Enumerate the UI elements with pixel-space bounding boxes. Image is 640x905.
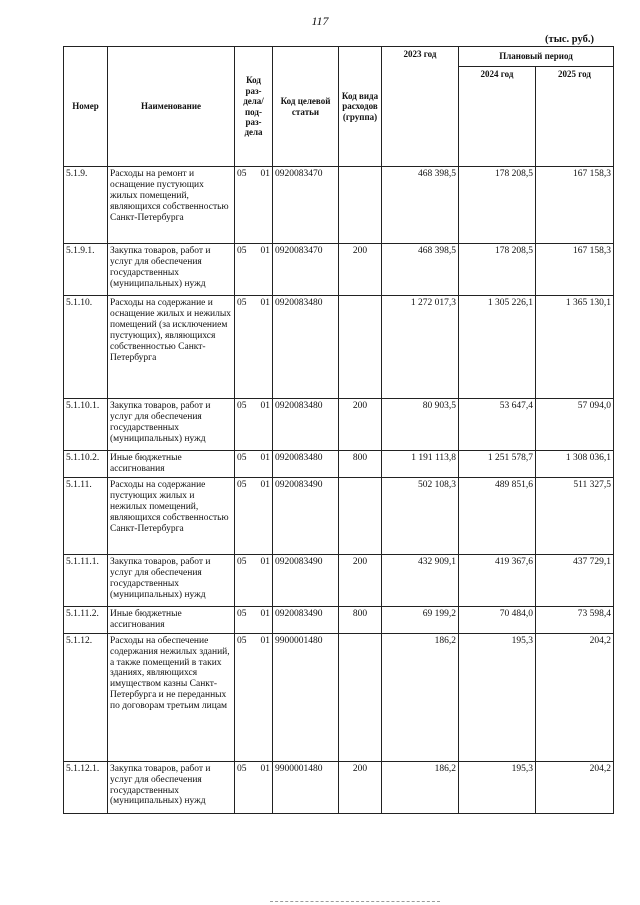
header-name: Наименование [108,47,235,167]
budget-table [63,46,614,814]
row-2023: 80 903,5 [382,399,459,451]
header-2023: 2023 год [382,47,459,167]
table-row [64,633,614,761]
units-label: (тыс. руб.) [545,34,594,45]
row-expense-type [339,633,382,761]
table-row [64,296,614,399]
table-row [64,399,614,451]
row-2025: 204,2 [536,761,614,813]
row-number: 5.1.9.1. [64,244,108,296]
row-name: Закупка товаров, работ и услуг для обеспечения государственных (муниципальных) нужд [108,244,235,296]
row-target: 0920083480 [273,296,339,399]
row-2023: 1 272 017,3 [382,296,459,399]
row-target: 0920083490 [273,606,339,633]
row-section-code: 05 [237,479,247,490]
row-number: 5.1.12. [64,633,108,761]
row-2025: 167 158,3 [536,244,614,296]
row-2023: 468 398,5 [382,167,459,244]
row-section-code: 05 [237,169,247,179]
row-section-code: 05 [237,556,247,567]
row-section-code: 05 [237,635,247,646]
page-number: 117 [311,14,329,28]
row-subsection-code: 01 [260,246,270,256]
row-expense-type: 200 [339,761,382,813]
row-section [235,477,273,554]
header-expense-type: Код вида расходов (группа) [339,47,382,167]
row-target: 9900001480 [273,761,339,813]
row-section [235,761,273,813]
row-number: 5.1.10.1. [64,399,108,451]
row-name: Закупка товаров, работ и услуг для обеспечения государственных (муниципальных) нужд [108,399,235,451]
row-expense-type [339,167,382,244]
table-row [64,244,614,296]
row-section [235,606,273,633]
row-target: 0920083470 [273,167,339,244]
row-expense-type: 200 [339,554,382,606]
row-section-code: 05 [237,608,247,619]
row-2024: 419 367,6 [459,554,536,606]
header-2025: 2025 год [536,67,614,167]
row-2023: 502 108,3 [382,477,459,554]
row-2023: 468 398,5 [382,244,459,296]
row-section-code: 05 [237,246,247,256]
row-section-code: 05 [237,298,247,308]
row-number: 5.1.9. [64,167,108,244]
row-name: Закупка товаров, работ и услуг для обеспечения государственных (муниципальных) нужд [108,761,235,813]
row-name: Иные бюджетные ассигнования [108,451,235,478]
row-2023: 69 199,2 [382,606,459,633]
row-subsection-code: 01 [260,479,270,490]
row-2024: 195,3 [459,761,536,813]
row-2024: 195,3 [459,633,536,761]
table-row [64,554,614,606]
page-bottom-mark [270,901,440,902]
row-2025: 437 729,1 [536,554,614,606]
row-2024: 178 208,5 [459,244,536,296]
row-name: Иные бюджетные ассигнования [108,606,235,633]
row-subsection-code: 01 [260,453,270,463]
row-target: 0920083480 [273,451,339,478]
row-name: Расходы на содержание пустующих жилых и нежилых помещений, являющихся собственностью Санкт-Петербурга [108,477,235,554]
table-row [64,606,614,633]
row-section [235,244,273,296]
row-2024: 70 484,0 [459,606,536,633]
row-subsection-code: 01 [260,608,270,619]
table-row [64,167,614,244]
row-2025: 204,2 [536,633,614,761]
row-section-code: 05 [237,763,247,774]
row-section [235,296,273,399]
row-number: 5.1.12.1. [64,761,108,813]
table-row [64,761,614,813]
row-name: Расходы на обеспечение содержания нежилых зданий, а также помещений в таких зданиях, являющихся имуществом казны Санкт-Петербурга и не переданных по договорам третьим лицам [108,633,235,761]
row-expense-type: 200 [339,399,382,451]
row-2024: 489 851,6 [459,477,536,554]
row-number: 5.1.11.1. [64,554,108,606]
row-subsection-code: 01 [260,298,270,308]
header-2024: 2024 год [459,67,536,167]
row-subsection-code: 01 [260,556,270,567]
row-number: 5.1.10.2. [64,451,108,478]
row-number: 5.1.11. [64,477,108,554]
row-section [235,167,273,244]
row-section-code: 05 [237,453,247,463]
row-2024: 178 208,5 [459,167,536,244]
row-2025: 1 308 036,1 [536,451,614,478]
row-subsection-code: 01 [260,169,270,179]
row-target: 0920083490 [273,477,339,554]
row-2025: 167 158,3 [536,167,614,244]
row-2025: 1 365 130,1 [536,296,614,399]
row-2023: 1 191 113,8 [382,451,459,478]
row-section [235,399,273,451]
row-expense-type [339,477,382,554]
row-expense-type: 200 [339,244,382,296]
header-planned-period: Плановый период [459,47,614,67]
row-name: Закупка товаров, работ и услуг для обеспечения государственных (муниципальных) нужд [108,554,235,606]
row-target: 0920083470 [273,244,339,296]
header-target: Код целевой статьи [273,47,339,167]
row-2025: 511 327,5 [536,477,614,554]
header-number: Номер [64,47,108,167]
row-section [235,451,273,478]
row-number: 5.1.11.2. [64,606,108,633]
header-section: Код раз-дела/ под-раз-дела [235,47,273,167]
row-target: 0920083480 [273,399,339,451]
row-number: 5.1.10. [64,296,108,399]
row-section-code: 05 [237,401,247,411]
row-expense-type [339,296,382,399]
row-section [235,633,273,761]
row-name: Расходы на содержание и оснащение жилых и нежилых помещений (за исключением пустующих), являющихся собственностью Санкт-Петербурга [108,296,235,399]
row-subsection-code: 01 [260,401,270,411]
row-subsection-code: 01 [260,635,270,646]
row-2023: 432 909,1 [382,554,459,606]
row-2024: 53 647,4 [459,399,536,451]
row-2024: 1 305 226,1 [459,296,536,399]
row-2025: 57 094,0 [536,399,614,451]
row-section [235,554,273,606]
row-target: 9900001480 [273,633,339,761]
row-expense-type: 800 [339,606,382,633]
table-row [64,451,614,478]
row-subsection-code: 01 [260,763,270,774]
row-2024: 1 251 578,7 [459,451,536,478]
row-name: Расходы на ремонт и оснащение пустующих жилых помещений, являющихся собственностью Санкт-Петербурга [108,167,235,244]
table-row [64,477,614,554]
row-2023: 186,2 [382,761,459,813]
row-2025: 73 598,4 [536,606,614,633]
row-2023: 186,2 [382,633,459,761]
row-target: 0920083490 [273,554,339,606]
row-expense-type: 800 [339,451,382,478]
